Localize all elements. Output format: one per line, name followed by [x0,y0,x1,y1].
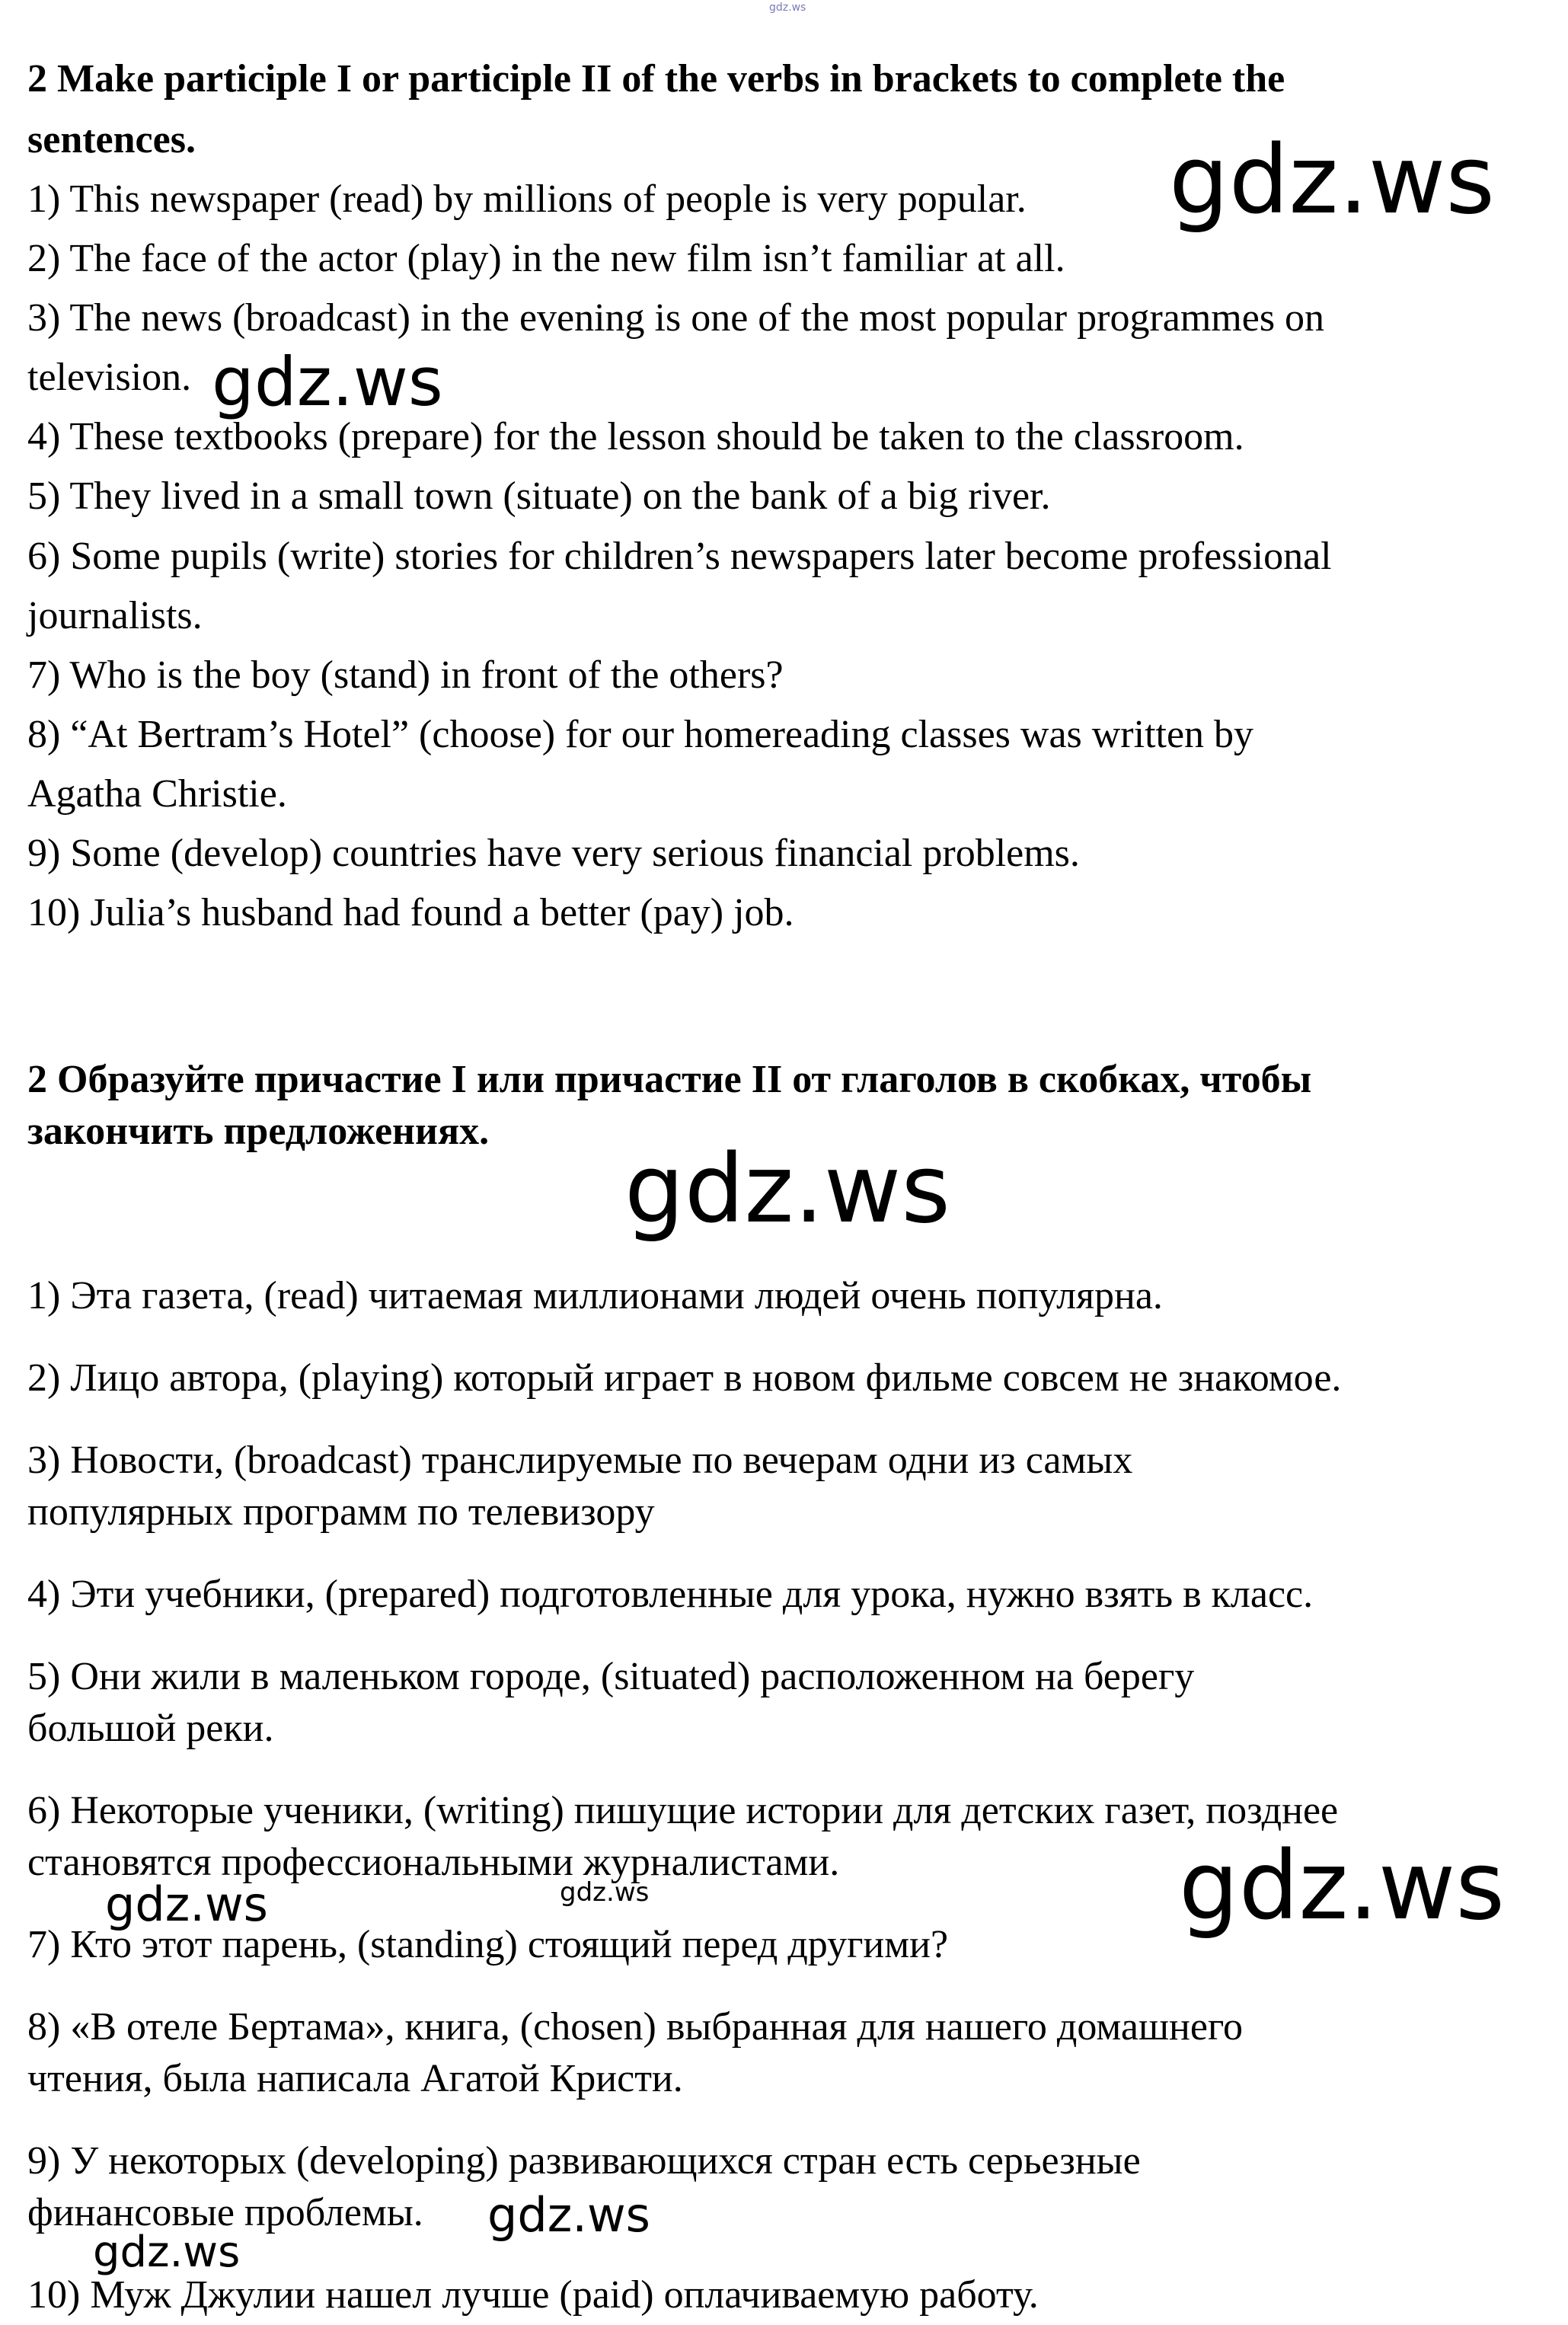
exercise-ru-line-9: становятся профессиональными журналистами. [27,1841,840,1884]
watermark-5: gdz.ws [105,1876,268,1932]
exercise-en-line-12: 9) Some (develop) countries have very serious financial problems. [27,832,1080,875]
exercise-ru-line-6: 5) Они жили в маленьком городе, (situated) расположенном на берегу [27,1655,1195,1698]
exercise-ru-line-14: финансовые проблемы. [27,2191,423,2234]
exercise-ru-line-3: 3) Новости, (broadcast) транслируемые по вечерам одни из самых [27,1439,1133,1482]
exercise-ru-line-8: 6) Некоторые ученики, (writing) пишущие истории для детских газет, позднее [27,1789,1339,1832]
exercise-en-line-5: 4) These textbooks (prepare) for the lesson should be taken to the classroom. [27,415,1244,458]
exercise-en-line-13: 10) Julia’s husband had found a better (pay) job. [27,891,794,934]
exercise-en-line-11: Agatha Christie. [27,772,287,816]
exercise-en-line-7: 6) Some pupils (write) stories for children’s newspapers later become professional [27,535,1332,578]
watermark-2: gdz.ws [212,343,443,421]
watermark-top-tiny: gdz.ws [769,2,806,14]
exercise-ru-heading-line2: закончить предложениях. [27,1110,490,1153]
watermark-6: gdz.ws [560,1877,650,1908]
exercise-ru-line-7: большой реки. [27,1707,274,1750]
exercise-ru-line-10: 7) Кто этот парень, (standing) стоящий перед другими? [27,1923,949,1966]
exercise-en-line-6: 5) They lived in a small town (situate) on the bank of a big river. [27,474,1051,518]
watermark-1: gdz.ws [1169,126,1495,235]
exercise-ru-line-5: 4) Эти учебники, (prepared) подготовленные для урока, нужно взять в класс. [27,1573,1314,1616]
exercise-en-line-8: journalists. [27,594,203,637]
exercise-en-line-10: 8) “At Bertram’s Hotel” (choose) for our homereading classes was written by [27,713,1254,756]
exercise-ru-line-15: 10) Муж Джулии нашел лучше (paid) оплачиваемую работу. [27,2273,1039,2317]
exercise-en-line-1: 1) This newspaper (read) by millions of people is very popular. [27,177,1027,221]
exercise-en-line-2: 2) The face of the actor (play) in the new film isn’t familiar at all. [27,237,1065,280]
watermark-8: gdz.ws [93,2228,241,2277]
watermark-7: gdz.ws [487,2187,650,2243]
exercise-en-heading-line2: sentences. [27,118,196,161]
watermark-4: gdz.ws [1179,1832,1505,1941]
exercise-en-line-4: television. [27,356,192,399]
exercise-ru-line-11: 8) «В отеле Бертама», книга, (chosen) выбранная для нашего домашнего [27,2005,1243,2049]
exercise-ru-line-4: популярных программ по телевизору [27,1490,655,1534]
exercise-ru-line-2: 2) Лицо автора, (playing) который играет в новом фильме совсем не знакомое. [27,1356,1342,1400]
exercise-ru-heading-line1: 2 Образуйте причастие I или причастие II от глаголов в скобках, чтобы [27,1058,1312,1101]
exercise-ru-line-12: чтения, была написала Агатой Кристи. [27,2057,683,2100]
watermark-3: gdz.ws [624,1135,950,1244]
exercise-en-heading-line1: 2 Make participle I or participle II of the verbs in brackets to complete the [27,57,1285,101]
exercise-en-line-3: 3) The news (broadcast) in the evening is one of the most popular programmes on [27,296,1325,340]
exercise-en-line-9: 7) Who is the boy (stand) in front of the others? [27,653,784,697]
exercise-ru-line-13: 9) У некоторых (developing) развивающихся стран есть серьезные [27,2139,1141,2183]
exercise-ru-line-1: 1) Эта газета, (read) читаемая миллионами людей очень популярна. [27,1274,1163,1317]
